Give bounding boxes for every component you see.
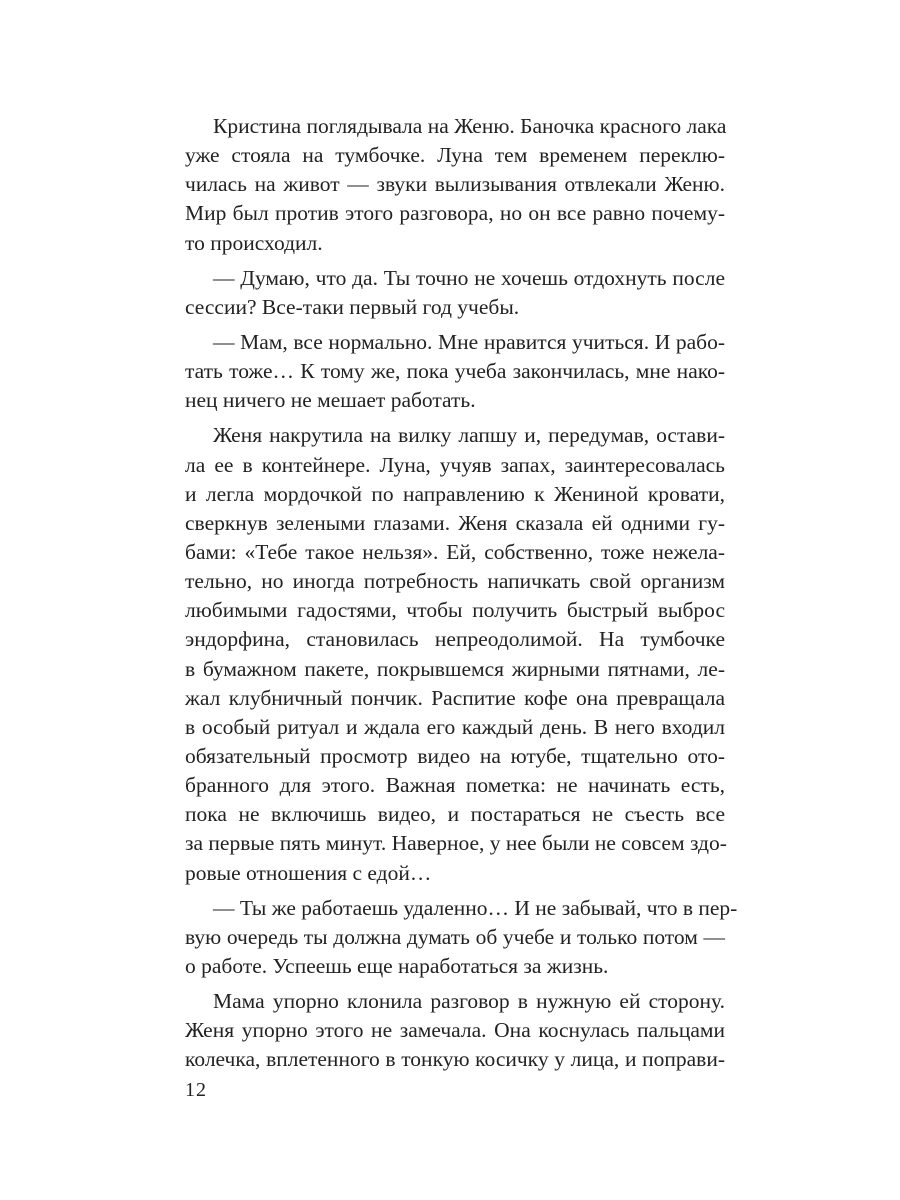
text-line: вую очередь ты должна думать об учебе и только потом — <box>185 924 725 949</box>
text-line: Женя накрутила на вилку лапшу и, передумав, остави- <box>213 423 725 448</box>
text-line: — Думаю, что да. Ты точно не хочешь отдохнуть после <box>213 265 725 290</box>
paragraph <box>185 421 725 887</box>
text-line: чилась на живот — звуки вылизывания отвлекали Женю. <box>185 172 725 197</box>
text-line: Мир был против этого разговора, но он все равно почему- <box>185 201 725 226</box>
paragraph <box>185 112 725 258</box>
paragraph <box>185 894 738 981</box>
text-line: — Ты же работаешь удаленно… И не забывай, что в пер- <box>213 895 738 920</box>
text-line: Женя упорно этого не замечала. Она коснулась пальцами <box>185 1018 725 1043</box>
text-line: уже стояла на тумбочке. Луна тем временем переклю- <box>185 143 725 168</box>
text-line: о работе. Успеешь еще наработаться за жизнь. <box>185 953 609 978</box>
page-number: 12 <box>185 1079 207 1101</box>
text-line: сессии? Все-таки первый год учебы. <box>185 294 520 319</box>
text-line: нец ничего не мешает работать. <box>185 388 476 413</box>
text-line: обязательный просмотр видео на ютубе, тщательно ото- <box>185 743 725 768</box>
text-line: тать тоже… К тому же, пока учеба закончилась, мне нако- <box>185 359 725 384</box>
text-line: ровые отношения с едой… <box>185 860 432 885</box>
body-text <box>185 112 738 1075</box>
text-line: Мама упорно клонила разговор в нужную ей сторону. <box>213 989 725 1014</box>
text-line: — Мам, все нормально. Мне нравится учиться. И рабо- <box>213 329 725 354</box>
text-line: за первые пять минут. Наверное, у нее были не совсем здо- <box>185 831 727 856</box>
text-line: в особый ритуал и ждала его каждый день. В него входил <box>185 714 725 739</box>
text-line: любимыми гадостями, чтобы получить быстрый выброс <box>185 598 725 623</box>
text-line: бранного для этого. Важная пометка: не начинать есть, <box>185 773 725 798</box>
paragraph <box>185 264 725 322</box>
text-line: колечка, вплетенного в тонкую косичку у лица, и поправи- <box>185 1047 725 1072</box>
text-line: тельно, но иногда потребность напичкать свой организм <box>185 569 725 594</box>
text-line: бами: «Тебе такое нельзя». Ей, собственно, тоже нежела- <box>185 539 725 564</box>
text-line: пока не включишь видео, и постараться не съесть все <box>185 802 725 827</box>
text-line: жал клубничный пончик. Распитие кофе она превращала <box>185 685 725 710</box>
text-line: ла ее в контейнере. Луна, учуяв запах, заинтересовалась <box>185 452 725 477</box>
text-line: в бумажном пакете, покрывшемся жирными пятнами, ле- <box>185 656 725 681</box>
paragraph <box>185 328 725 415</box>
paragraph <box>185 987 725 1074</box>
text-line: эндорфина, становилась непреодолимой. На тумбочке <box>185 627 725 652</box>
text-line: Кристина поглядывала на Женю. Баночка красного лака <box>213 114 727 138</box>
text-line: то происходил. <box>185 230 323 255</box>
text-line: сверкнув зелеными глазами. Женя сказала ей одними гу- <box>185 510 725 535</box>
text-line: и легла мордочкой по направлению к Жениной кровати, <box>185 481 725 506</box>
